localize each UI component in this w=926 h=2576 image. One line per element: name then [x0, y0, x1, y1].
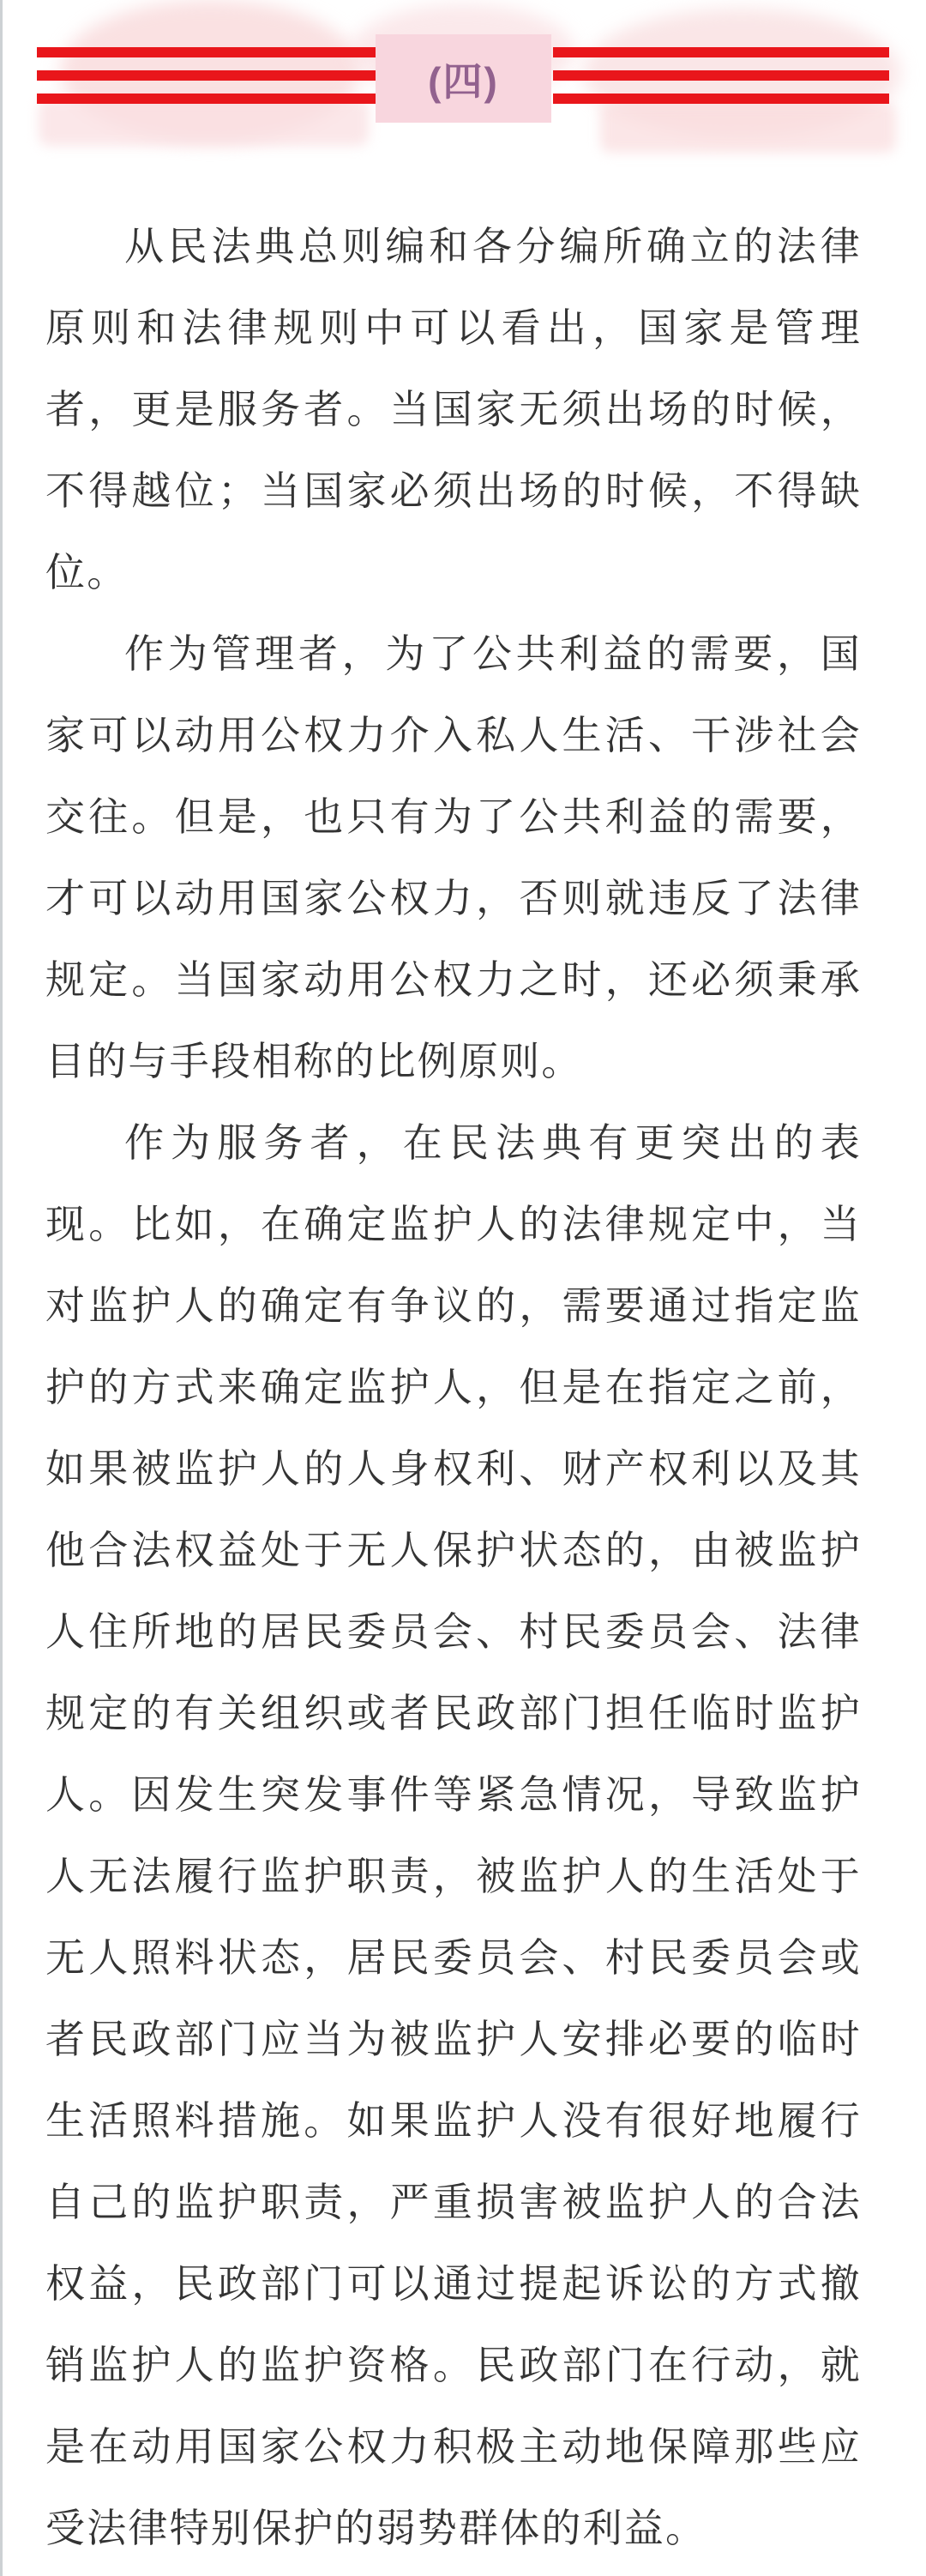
- stripes-right: [553, 47, 889, 104]
- red-stripe: [553, 94, 889, 104]
- red-stripe: [37, 47, 378, 57]
- paragraph-2: 作为管理者，为了公共利益的需要，国家可以动用公权力介入私人生活、干涉社会交往。但是，也只有为了公共利益的需要，才可以动用国家公权力，否则就违反了法律规定。当国家动用公权力之时，还必须秉承目的与手段相称的比例原则。: [45, 631, 862, 1083]
- article-body: [45, 206, 862, 2569]
- section-number-badge: [376, 34, 551, 123]
- paragraph-3: 作为服务者，在民法典有更突出的表现。比如，在确定监护人的法律规定中，当对监护人的确定有争议的，需要通过指定监护的方式来确定监护人，但是在指定之前，如果被监护人的人身权利、财产权利以及其他合法权益处于无人保护状态的，由被监护人住所地的居民委员会、村民委员会、法律规定的有关组织或者民政部门担任临时监护人。因发生突发事件等紧急情况，导致监护人无法履行监护职责，被监护人的生活处于无人照料状态，居民委员会、村民委员会或者民政部门应当为被监护人安排必要的临时生活照料措施。如果监护人没有很好地履行自己的监护职责，严重损害被监护人的合法权益，民政部门可以通过提起诉讼的方式撤销监护人的监护资格。民政部门在行动，就是在动用国家公权力积极主动地保障那些应受法律特别保护的弱势群体的利益。: [45, 1120, 862, 2550]
- page-edge-line: [0, 0, 3, 2576]
- stripes-left: [37, 47, 378, 104]
- paragraph-1: 从民法典总则编和各分编所确立的法律原则和法律规则中可以看出，国家是管理者，更是服务者。当国家无须出场的时候，不得越位；当国家必须出场的时候，不得缺位。: [45, 224, 862, 594]
- red-stripe: [37, 94, 378, 104]
- section-header: [0, 0, 926, 172]
- red-stripe: [553, 47, 889, 57]
- section-number-label: (四): [428, 58, 499, 104]
- red-stripe: [553, 70, 889, 81]
- red-stripe: [37, 70, 378, 81]
- pink-blur-decoration: [600, 103, 896, 153]
- pink-blur-decoration: [39, 99, 369, 146]
